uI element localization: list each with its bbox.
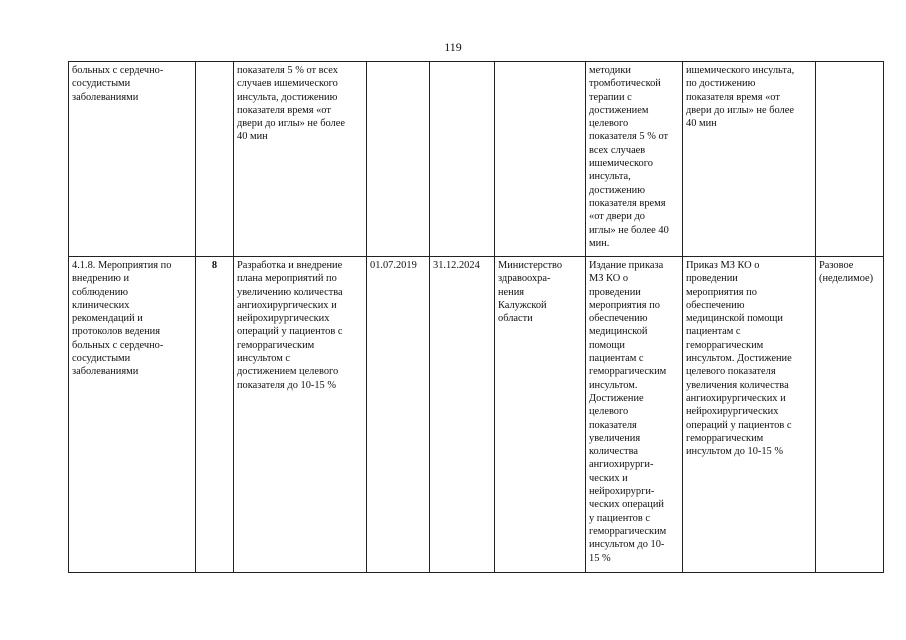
control-cell: Приказ МЗ КО о проведении мероприятия по обеспечению медицинской помощи пациентам с геморрагическим инсультом. Достижение целевого показателя увеличения количества ангиохирургических и нейрохирургических операций у пациентов с геморрагическим инсультом до 10-15 % xyxy=(683,257,816,573)
end-date-cell xyxy=(430,62,495,257)
measures-table xyxy=(68,61,884,573)
result-cell: Издание приказа МЗ КО о проведении мероприятия по обеспечению медицинской помощи пациентам с геморрагическим инсультом. Достижение целевого показателя увеличения количества ангиохирурги- ческих и нейрохирурги- ческих операций у пациентов с геморрагическим инсультом до 10- 15 % xyxy=(586,257,683,573)
event-cell: 4.1.8. Мероприятия по внедрению и соблюдению клинических рекомендаций и протоколов ведения больных с сердечно- сосудистыми заболеваниями xyxy=(69,257,196,573)
number-cell xyxy=(196,62,234,257)
end-date-cell: 31.12.2024 xyxy=(430,257,495,573)
number-cell: 8 xyxy=(196,257,234,573)
page-number: 119 xyxy=(444,40,462,54)
start-date-cell xyxy=(367,62,430,257)
start-date-cell: 01.07.2019 xyxy=(367,257,430,573)
responsible-cell: Министерство здравоохра- нения Калужской области xyxy=(495,257,586,573)
control-cell: ишемического инсульта, по достижению показателя время «от двери до иглы» не более 40 мин xyxy=(683,62,816,257)
responsible-cell xyxy=(495,62,586,257)
type-cell: Разовое (неделимое) xyxy=(816,257,884,573)
description-cell: показателя 5 % от всех случаев ишемического инсульта, достижению показателя время «от двери до иглы» не более 40 мин xyxy=(234,62,367,257)
type-cell xyxy=(816,62,884,257)
table-row xyxy=(69,62,884,257)
table-row xyxy=(69,257,884,573)
description-cell: Разработка и внедрение плана мероприятий по увеличению количества ангиохирургических и нейрохирургических операций у пациентов с геморрагическим инсультом с достижением целевого показателя до 10-15 % xyxy=(234,257,367,573)
result-cell: методики тромботической терапии с достижением целевого показателя 5 % от всех случаев ишемического инсульта, достижению показателя время «от двери до иглы» не более 40 мин. xyxy=(586,62,683,257)
event-cell: больных с сердечно- сосудистыми заболеваниями xyxy=(69,62,196,257)
